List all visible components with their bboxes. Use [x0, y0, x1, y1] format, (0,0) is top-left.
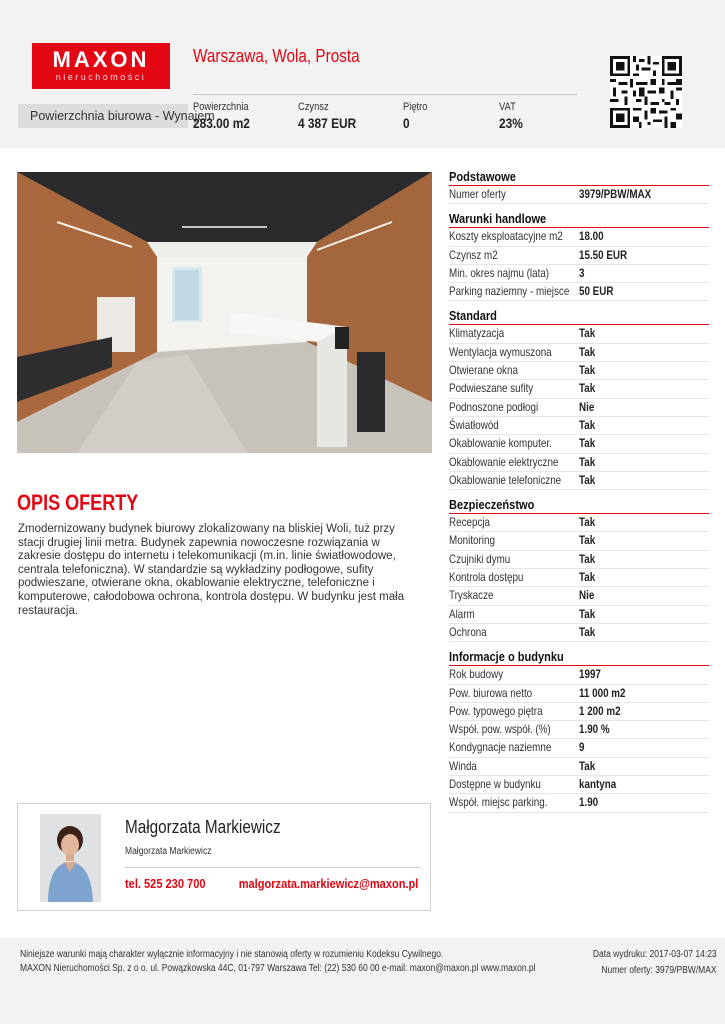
detail-key: Światłowód: [449, 417, 499, 432]
detail-key: Ochrona: [449, 624, 487, 639]
detail-value: 11 000 m2: [579, 685, 626, 700]
detail-key: Pow. biurowa netto: [449, 685, 533, 700]
detail-key: Kondygnacje naziemne: [449, 740, 552, 755]
stat-value: 4 387 EUR: [298, 115, 357, 131]
footer-print-date: Data wydruku: 2017-03-07 14:23: [593, 949, 717, 960]
detail-row: [449, 532, 709, 550]
office-lobby-photo: [17, 172, 432, 453]
detail-row: [449, 362, 709, 380]
stat-value: 283.00 m2: [193, 115, 250, 131]
detail-key: Czynsz m2: [449, 247, 498, 262]
detail-row: [449, 551, 709, 569]
detail-key: Parking naziemny - miejsce: [449, 284, 570, 299]
stat-value: 23%: [499, 115, 523, 131]
section-standard: [449, 307, 709, 490]
detail-value: Nie: [579, 588, 595, 603]
offer-type-badge: Powierzchnia biurowa - Wynajem: [18, 104, 188, 128]
detail-row: [449, 514, 709, 532]
detail-row: [449, 666, 709, 684]
agent-name: Małgorzata Markiewicz: [125, 817, 281, 837]
stat-label: Czynsz: [298, 101, 329, 113]
detail-key: Min. okres najmu (lata): [449, 265, 550, 280]
detail-key: Okablowanie elektryczne: [449, 454, 559, 469]
detail-key: Numer oferty: [449, 187, 506, 201]
detail-value: 1.90 %: [579, 722, 610, 737]
detail-value: Tak: [579, 533, 596, 548]
detail-row: [449, 721, 709, 739]
header: [0, 0, 725, 148]
detail-key: Współ. miejsc parking.: [449, 795, 548, 810]
footer-disclaimer: Niniejsze warunki mają charakter wyłącznie informacyjny i nie stanowią oferty w rozumieniu Kodeksu Cywilnego.: [20, 949, 444, 960]
detail-key: Koszty eksploatacyjne m2: [449, 229, 563, 244]
detail-key: Alarm: [449, 606, 475, 621]
detail-value: kantyna: [579, 777, 617, 792]
stat-label: VAT: [499, 101, 516, 113]
detail-value: Tak: [579, 624, 596, 639]
detail-key: Wentylacja wymuszona: [449, 344, 552, 359]
qr-code[interactable]: [610, 56, 682, 128]
detail-key: Podnoszone podłogi: [449, 399, 539, 414]
agent-card: [17, 803, 431, 911]
agent-email-link[interactable]: malgorzata.markiewicz@maxon.pl: [238, 876, 418, 891]
detail-value: Tak: [579, 363, 596, 378]
detail-value: Tak: [579, 515, 596, 530]
detail-key: Pow. typowego piętra: [449, 703, 543, 718]
detail-row: [449, 325, 709, 343]
detail-key: Współ. pow. współ. (%): [449, 722, 551, 737]
detail-key: Winda: [449, 758, 477, 773]
detail-value: 9: [579, 740, 585, 755]
footer: [0, 938, 725, 1024]
detail-row: [449, 776, 709, 794]
detail-value: Tak: [579, 436, 596, 451]
stat-label: Powierzchnia: [193, 101, 249, 113]
detail-value: 3979/PBW/MAX: [579, 187, 652, 201]
section-title: Warunki handlowe: [449, 210, 709, 228]
detail-row: [449, 435, 709, 453]
agent-phone-link[interactable]: tel. 525 230 700: [125, 876, 206, 891]
detail-row: [449, 380, 709, 398]
section-title: Informacje o budynku: [449, 648, 709, 666]
footer-company: MAXON Nieruchomości Sp. z o o. ul. Powązkowska 44C, 01-797 Warszawa Tel: (22) 530 60 00 e-mail: maxon@maxon.pl www.maxon.pl: [20, 963, 536, 974]
detail-value: Tak: [579, 326, 596, 341]
stat-area: [193, 101, 260, 131]
detail-row: [449, 228, 709, 246]
detail-value: Tak: [579, 454, 596, 469]
section-bezpieczenstwo: [449, 496, 709, 642]
detail-row: [449, 417, 709, 435]
detail-key: Monitoring: [449, 533, 495, 548]
detail-key: Klimatyzacja: [449, 326, 505, 341]
detail-row: [449, 685, 709, 703]
logo-name: MAXON: [52, 47, 150, 72]
logo-subtitle: nieruchomości: [55, 72, 147, 82]
detail-key: Czujniki dymu: [449, 551, 511, 566]
detail-key: Podwieszane sufity: [449, 381, 534, 396]
section-title: Bezpieczeństwo: [449, 496, 709, 514]
offer-details: [449, 168, 709, 813]
section-title: Podstawowe: [449, 168, 709, 186]
detail-key: Okablowanie telefoniczne: [449, 472, 562, 487]
detail-row: [449, 283, 709, 301]
detail-value: Tak: [579, 344, 596, 359]
stat-rent: [298, 101, 366, 131]
maxon-logo[interactable]: [32, 43, 170, 89]
detail-value: Tak: [579, 606, 596, 621]
detail-key: Otwierane okna: [449, 363, 518, 378]
offer-location: Warszawa, Wola, Prosta: [193, 46, 360, 66]
detail-value: Tak: [579, 758, 596, 773]
detail-value: 3: [579, 265, 585, 280]
stat-vat: [499, 101, 527, 131]
detail-value: 50 EUR: [579, 284, 614, 299]
detail-row: [449, 454, 709, 472]
detail-key: Tryskacze: [449, 588, 494, 603]
agent-divider: [125, 867, 421, 868]
detail-row: [449, 247, 709, 265]
detail-value: 18.00: [579, 229, 604, 244]
detail-row: [449, 265, 709, 283]
detail-value: Tak: [579, 472, 596, 487]
detail-row: [449, 472, 709, 490]
detail-row: [449, 344, 709, 362]
detail-key: Okablowanie komputer.: [449, 436, 552, 451]
detail-value: Tak: [579, 381, 596, 396]
detail-row: [449, 624, 709, 642]
detail-value: Nie: [579, 399, 595, 414]
description-title: OPIS OFERTY: [17, 490, 139, 515]
detail-value: Tak: [579, 417, 596, 432]
detail-value: Tak: [579, 570, 596, 585]
detail-row: [449, 186, 709, 204]
detail-key: Recepcja: [449, 515, 491, 530]
detail-value: 1997: [579, 667, 601, 682]
detail-key: Kontrola dostępu: [449, 570, 524, 585]
description-text: Zmodernizowany budynek biurowy zlokalizowany na bliskiej Woli, tuż przy stacji drugiej linii metra. Budynek zapewnia nowoczesne rozwiązania w zakresie dostępu do internetu i telekomunikacji (m.in. linie światłowodowe, centrala telefoniczna). W standardzie są wykładziny podłogowe, sufity podwieszane, otwierane okna, okablowanie elektryczne, telefoniczne i komputerowe, całodobowa ochrona, kontrola dostępu. W budynku jest mała restauracja.: [18, 523, 405, 617]
section-informacje-o-budynku: [449, 648, 709, 812]
header-divider: [193, 94, 577, 95]
stat-label: Piętro: [403, 101, 428, 113]
detail-row: [449, 587, 709, 605]
stat-value: 0: [403, 115, 410, 131]
detail-value: Tak: [579, 551, 596, 566]
section-podstawowe: [449, 168, 709, 204]
footer-offer-number: Numer oferty: 3979/PBW/MAX: [601, 965, 717, 976]
detail-row: [449, 569, 709, 587]
detail-value: 1.90: [579, 795, 599, 810]
detail-key: Dostępne w budynku: [449, 777, 541, 792]
detail-row: [449, 739, 709, 757]
detail-value: 1 200 m2: [579, 703, 621, 718]
detail-row: [449, 399, 709, 417]
detail-key: Rok budowy: [449, 667, 504, 682]
section-warunki-handlowe: [449, 210, 709, 301]
detail-row: [449, 794, 709, 812]
detail-row: [449, 703, 709, 721]
agent-subtitle: Małgorzata Markiewicz: [125, 846, 212, 857]
detail-row: [449, 758, 709, 776]
stat-floor: [403, 101, 432, 131]
detail-value: 15.50 EUR: [579, 247, 628, 262]
section-title: Standard: [449, 307, 709, 325]
agent-photo: [40, 814, 101, 902]
detail-row: [449, 606, 709, 624]
